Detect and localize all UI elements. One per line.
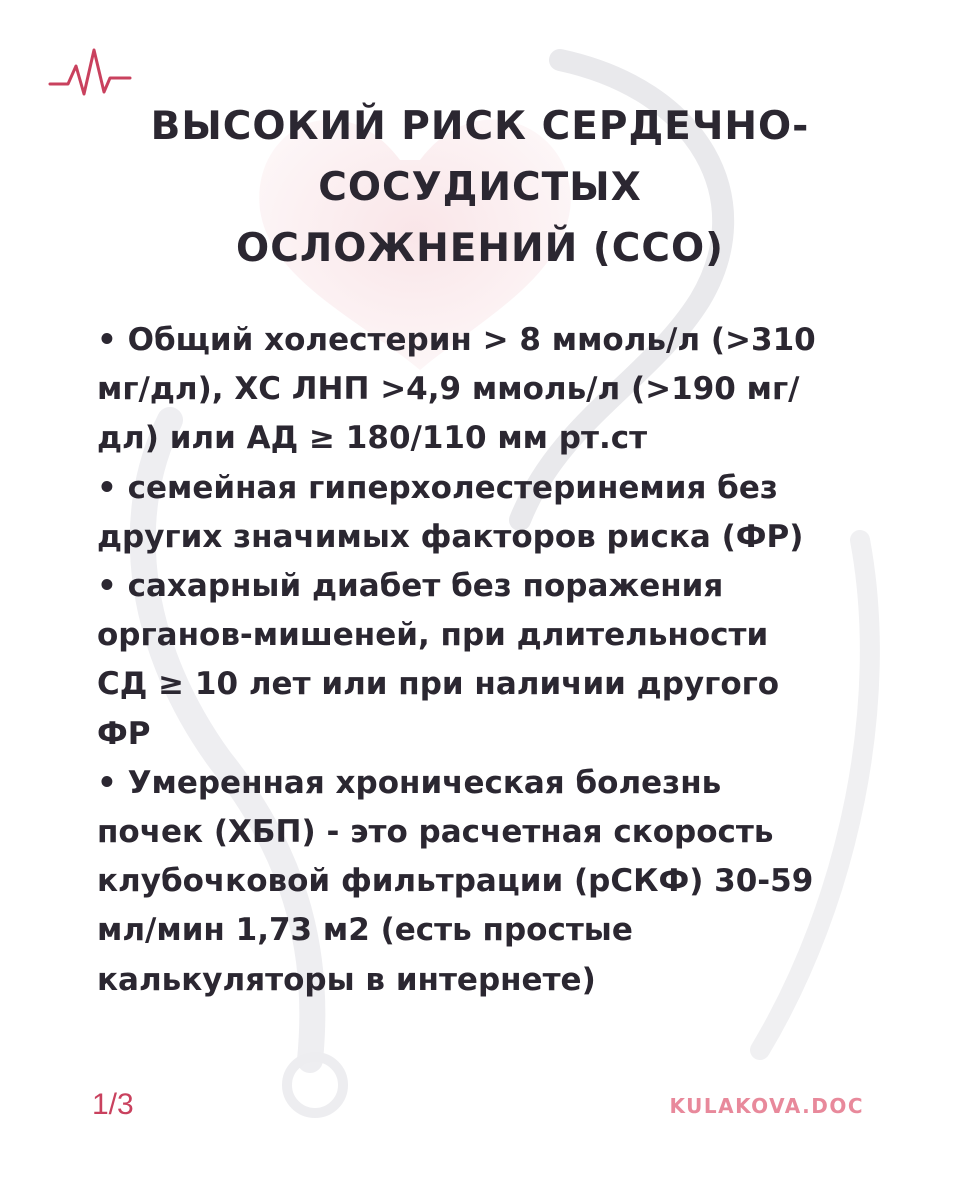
list-item-line: ФР (97, 715, 151, 752)
list-item-line: почек (ХБП) - это расчетная скорость (97, 814, 774, 851)
list-item-line: • семейная гиперхолестеринемия без (97, 469, 778, 506)
list-item-line: других значимых факторов риска (ФР) (97, 518, 804, 555)
list-item-line: • Умеренная хроническая болезнь (97, 764, 722, 801)
brand-handle: KULAKOVA.DOC (669, 1094, 864, 1118)
list-item (97, 464, 877, 562)
list-item-line: калькуляторы в интернете) (97, 961, 596, 998)
list-item-line: органов-мишеней, при длительности (97, 617, 769, 654)
list-item-line: клубочковой фильтрации (рСКФ) 30-59 (97, 863, 814, 900)
list-item (97, 759, 877, 1005)
list-item-line: мг/дл), ХС ЛНП >4,9 ммоль/л (>190 мг/ (97, 371, 800, 408)
title-line: ВЫСОКИЙ РИСК СЕРДЕЧНО- (150, 104, 810, 149)
title-line: СОСУДИСТЫХ (318, 165, 642, 210)
list-item-line: дл) или АД ≥ 180/110 мм рт.ст (97, 420, 648, 457)
list-item-line: • Общий холестерин > 8 ммоль/л (>310 (97, 322, 816, 358)
list-item (97, 316, 877, 464)
risk-criteria-list (97, 316, 877, 1005)
list-item-line: мл/мин 1,73 м2 (есть простые (97, 912, 633, 949)
title-line: ОСЛОЖНЕНИЙ (ССО) (236, 226, 724, 271)
page-title (80, 96, 880, 279)
list-item-line: • сахарный диабет без поражения (97, 568, 724, 605)
page-counter: 1/3 (92, 1088, 134, 1121)
list-item (97, 562, 877, 759)
list-item-line: СД ≥ 10 лет или при наличии другого (97, 666, 780, 703)
